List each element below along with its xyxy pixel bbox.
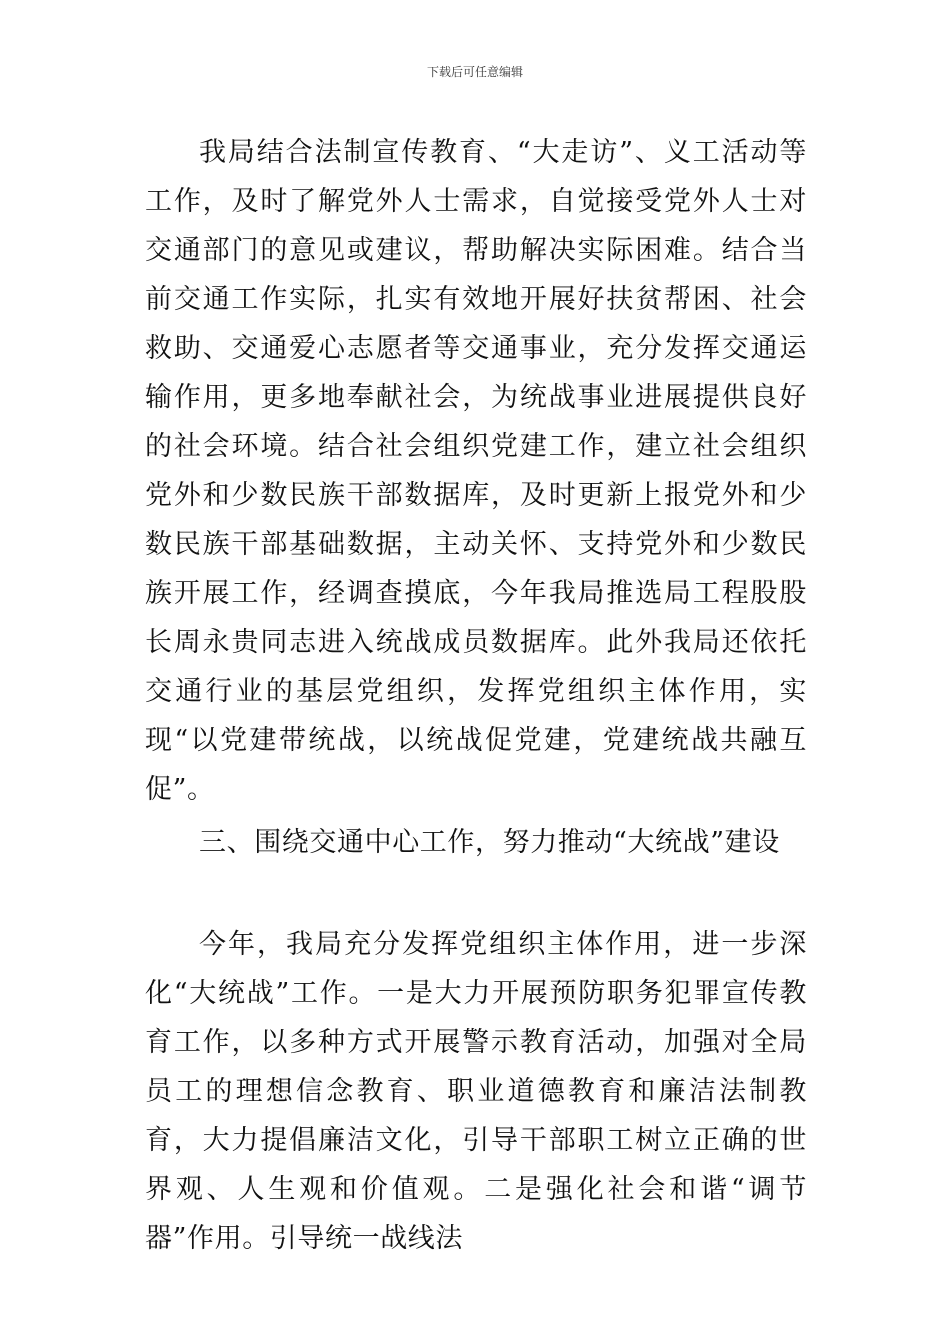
page-header-note: 下载后可任意编辑 xyxy=(426,65,523,79)
body-paragraph: 今年，我局充分发挥党组织主体作用，进一步深化“大统战”工作。一是大力开展预防职务犯罪宣传教育工作，以多种方式开展警示教育活动，加强对全局员工的理想信念教育、职业道德教育和廉洁法制教育，大力提倡廉洁文化，引导干部职工树立正确的世界观、人生观和价值观。二是强化社会和谐“调节器”作用。引导统一战线法 xyxy=(145,929,807,1254)
section-heading: 三、围绕交通中心工作，努力推动“大统战”建设 xyxy=(199,827,780,858)
document-body xyxy=(145,128,807,1263)
body-paragraph: 我局结合法制宣传教育、“大走访”、义工活动等工作，及时了解党外人士需求，自觉接受党外人士对交通部门的意见或建议，帮助解决实际困难。结合当前交通工作实际，扎实有效地开展好扶贫帮困、社会救助、交通爱心志愿者等交通事业，充分发挥交通运输作用，更多地奉献社会，为统战事业进展提供良好的社会环境。结合社会组织党建工作，建立社会组织党外和少数民族干部数据库，及时更新上报党外和少数民族干部基础数据，主动关怀、支持党外和少数民族开展工作，经调查摸底，今年我局推选局工程股股长周永贵同志进入统战成员数据库。此外我局还依托交通行业的基层党组织，发挥党组织主体作用，实现“以党建带统战，以统战促党建，党建统战共融互促”。 xyxy=(145,137,807,805)
